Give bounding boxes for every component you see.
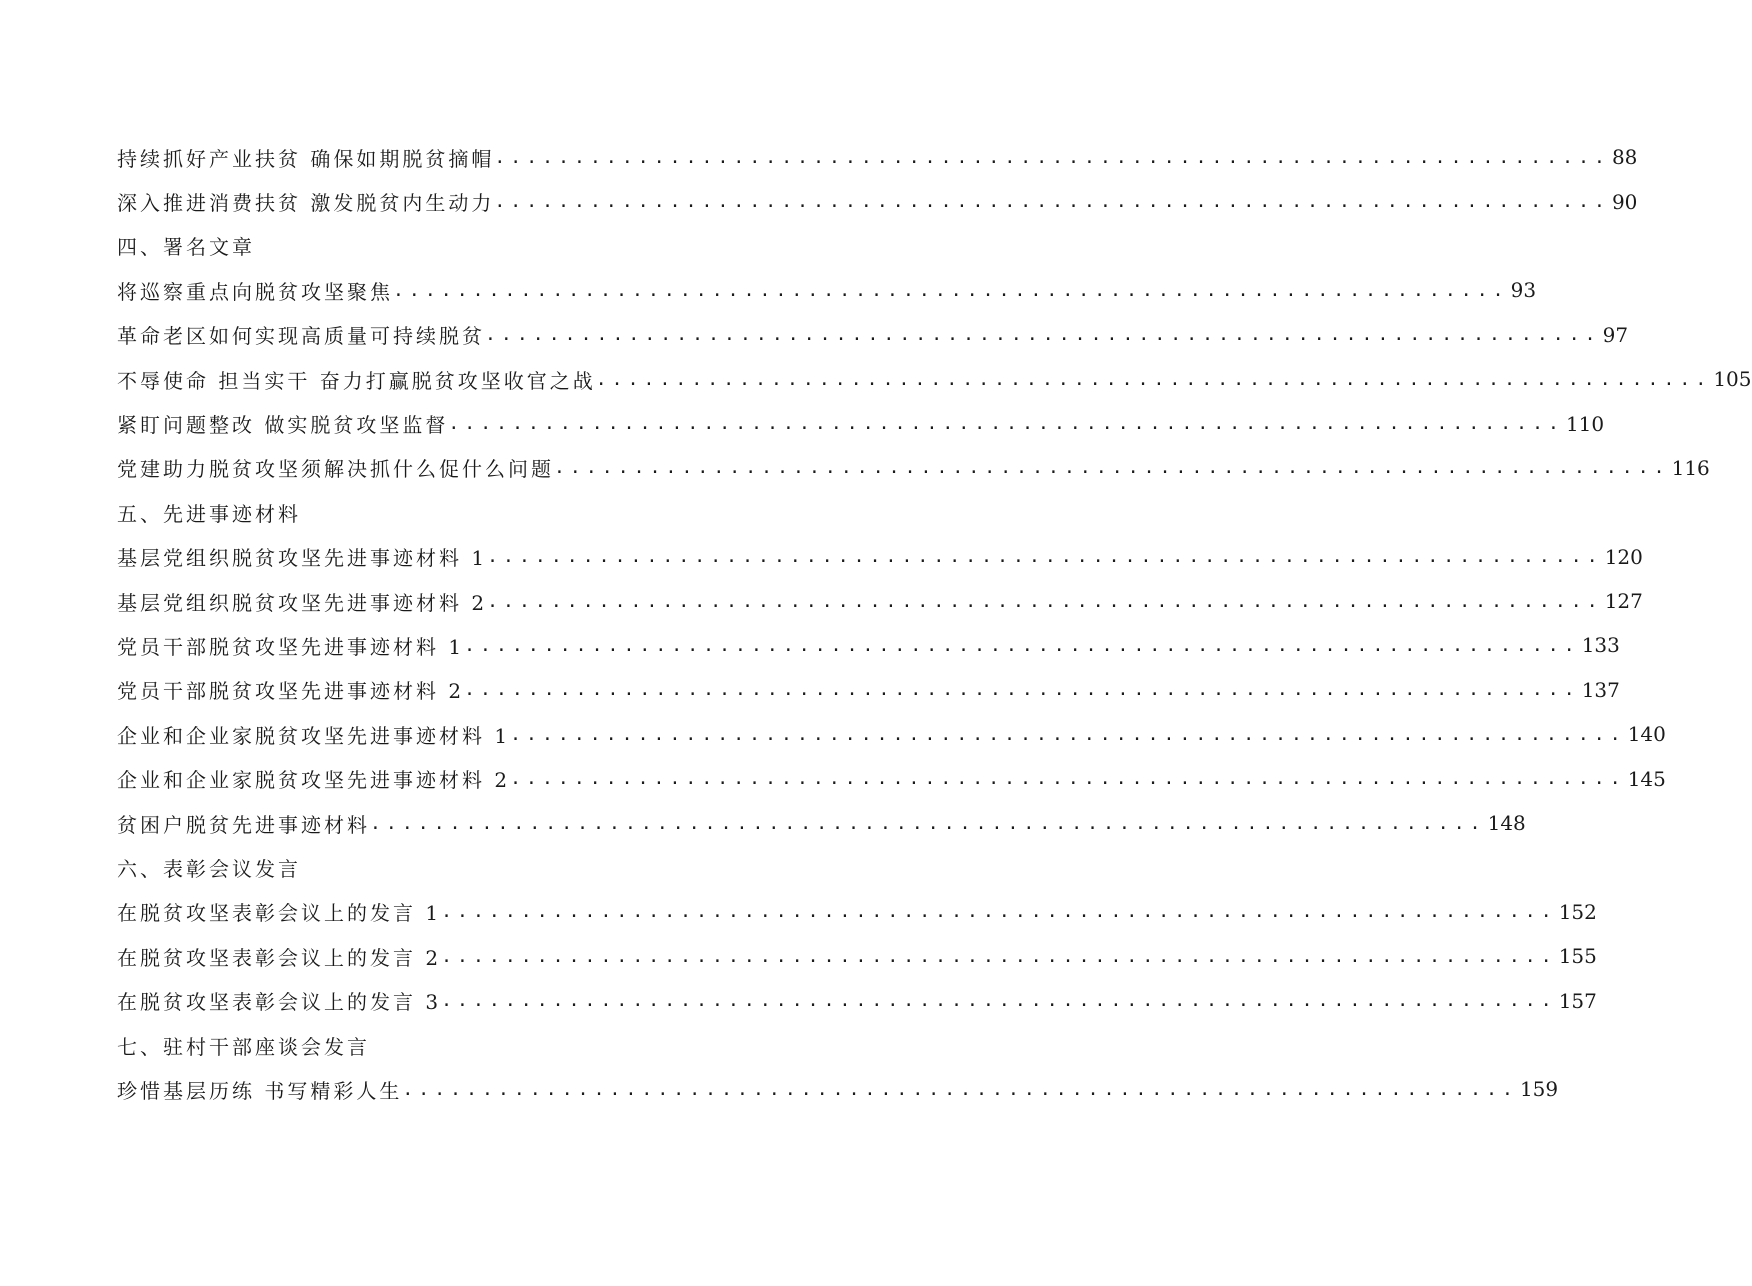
toc-page-number: 120: [1604, 544, 1643, 569]
toc-page-number: 140: [1627, 722, 1666, 747]
toc-entry-title: 不辱使命 担当实干 奋力打赢脱贫攻坚收官之战: [117, 368, 596, 393]
toc-entry[interactable]: [117, 890, 1597, 934]
dot-leader: ......................................................................: [441, 990, 1557, 1012]
toc-entry[interactable]: [117, 801, 1526, 845]
toc-entry[interactable]: [117, 357, 1752, 401]
toc-page-number: 116: [1671, 455, 1710, 480]
dot-leader: ......................................................................: [393, 279, 1509, 301]
toc-entry-title: 深入推进消费扶贫 激发脱贫内生动力: [117, 191, 495, 216]
toc-entry[interactable]: [117, 712, 1666, 756]
toc-page-number: 97: [1602, 322, 1629, 347]
toc-entry[interactable]: [117, 401, 1605, 445]
toc-entry-title: 基层党组织脱贫攻坚先进事迹材料 2: [117, 590, 488, 615]
toc-entry[interactable]: [117, 446, 1710, 490]
toc-entry-title: 革命老区如何实现高质量可持续脱贫: [117, 324, 485, 349]
dot-leader: ......................................................................: [464, 634, 1580, 656]
toc-entry[interactable]: [117, 535, 1643, 579]
dot-leader: ......................................................................: [402, 1078, 1518, 1100]
toc-entry-title: 党员干部脱贫攻坚先进事迹材料 1: [117, 634, 465, 659]
toc-entry-title: 党建助力脱贫攻坚须解决抓什么促什么问题: [117, 457, 554, 482]
dot-leader: ......................................................................: [485, 324, 1601, 346]
toc-page-number: 145: [1627, 766, 1666, 791]
toc-page-number: 105: [1713, 367, 1752, 392]
toc-entry[interactable]: [117, 579, 1643, 623]
section-title: 七、驻村干部座谈会发言: [117, 1034, 370, 1059]
toc-entry[interactable]: [117, 268, 1537, 312]
toc-entry-title: 持续抓好产业扶贫 确保如期脱贫摘帽: [117, 146, 495, 171]
toc-page-number: 90: [1611, 189, 1638, 214]
toc-entry-title: 企业和企业家脱贫攻坚先进事迹材料 2: [117, 768, 511, 793]
dot-leader: ......................................................................: [441, 945, 1557, 967]
toc-page-number: 88: [1611, 145, 1638, 170]
toc-section-heading: [117, 845, 795, 889]
toc-page-number: 148: [1487, 811, 1526, 836]
toc-page-number: 157: [1558, 988, 1597, 1013]
toc-entry-title: 在脱贫攻坚表彰会议上的发言 3: [117, 990, 442, 1015]
toc-entry[interactable]: [117, 978, 1597, 1022]
table-of-contents: [117, 135, 1752, 1112]
toc-section-heading: [117, 224, 795, 268]
dot-leader: ......................................................................: [595, 368, 1712, 390]
toc-entry[interactable]: [117, 313, 1629, 357]
section-title: 六、表彰会议发言: [117, 856, 301, 881]
toc-entry-title: 贫困户脱贫先进事迹材料: [117, 812, 370, 837]
toc-page-number: 159: [1519, 1077, 1559, 1102]
toc-entry-title: 在脱贫攻坚表彰会议上的发言 2: [117, 945, 442, 970]
toc-entry-title: 紧盯问题整改 做实脱贫攻坚监督: [117, 413, 449, 438]
toc-entry[interactable]: [117, 1067, 1559, 1111]
toc-entry[interactable]: [117, 623, 1620, 667]
toc-entry[interactable]: [117, 668, 1620, 712]
toc-entry-title: 在脱贫攻坚表彰会议上的发言 1: [117, 901, 442, 926]
toc-page-number: 127: [1604, 589, 1643, 614]
dot-leader: ......................................................................: [510, 723, 1626, 745]
dot-leader: ......................................................................: [464, 679, 1580, 701]
section-title: 五、先进事迹材料: [117, 501, 301, 526]
section-title: 四、署名文章: [117, 235, 255, 260]
toc-entry[interactable]: [117, 756, 1666, 800]
toc-entry-title: 珍惜基层历练 书写精彩人生: [117, 1078, 403, 1103]
toc-entry[interactable]: [117, 934, 1597, 978]
dot-leader: ......................................................................: [448, 413, 1564, 435]
dot-leader: ......................................................................: [487, 546, 1603, 568]
toc-entry-title: 企业和企业家脱贫攻坚先进事迹材料 1: [117, 723, 511, 748]
toc-page-number: 152: [1558, 899, 1597, 924]
toc-section-heading: [117, 1023, 795, 1067]
dot-leader: ......................................................................: [487, 590, 1603, 612]
dot-leader: ......................................................................: [494, 191, 1610, 213]
dot-leader: ......................................................................: [370, 812, 1486, 834]
toc-page-number: 110: [1565, 411, 1605, 436]
dot-leader: ......................................................................: [441, 901, 1557, 923]
dot-leader: ......................................................................: [494, 146, 1610, 168]
toc-entry-title: 党员干部脱贫攻坚先进事迹材料 2: [117, 679, 465, 704]
toc-page-number: 133: [1581, 633, 1620, 658]
dot-leader: ......................................................................: [510, 768, 1626, 790]
toc-page-number: 93: [1510, 278, 1537, 303]
dot-leader: ......................................................................: [554, 457, 1670, 479]
toc-section-heading: [117, 490, 795, 534]
toc-page-number: 155: [1558, 944, 1597, 969]
toc-page-number: 137: [1581, 677, 1620, 702]
toc-entry[interactable]: [117, 135, 1638, 179]
toc-entry-title: 将巡察重点向脱贫攻坚聚焦: [117, 279, 393, 304]
toc-entry[interactable]: [117, 179, 1638, 223]
toc-entry-title: 基层党组织脱贫攻坚先进事迹材料 1: [117, 546, 488, 571]
